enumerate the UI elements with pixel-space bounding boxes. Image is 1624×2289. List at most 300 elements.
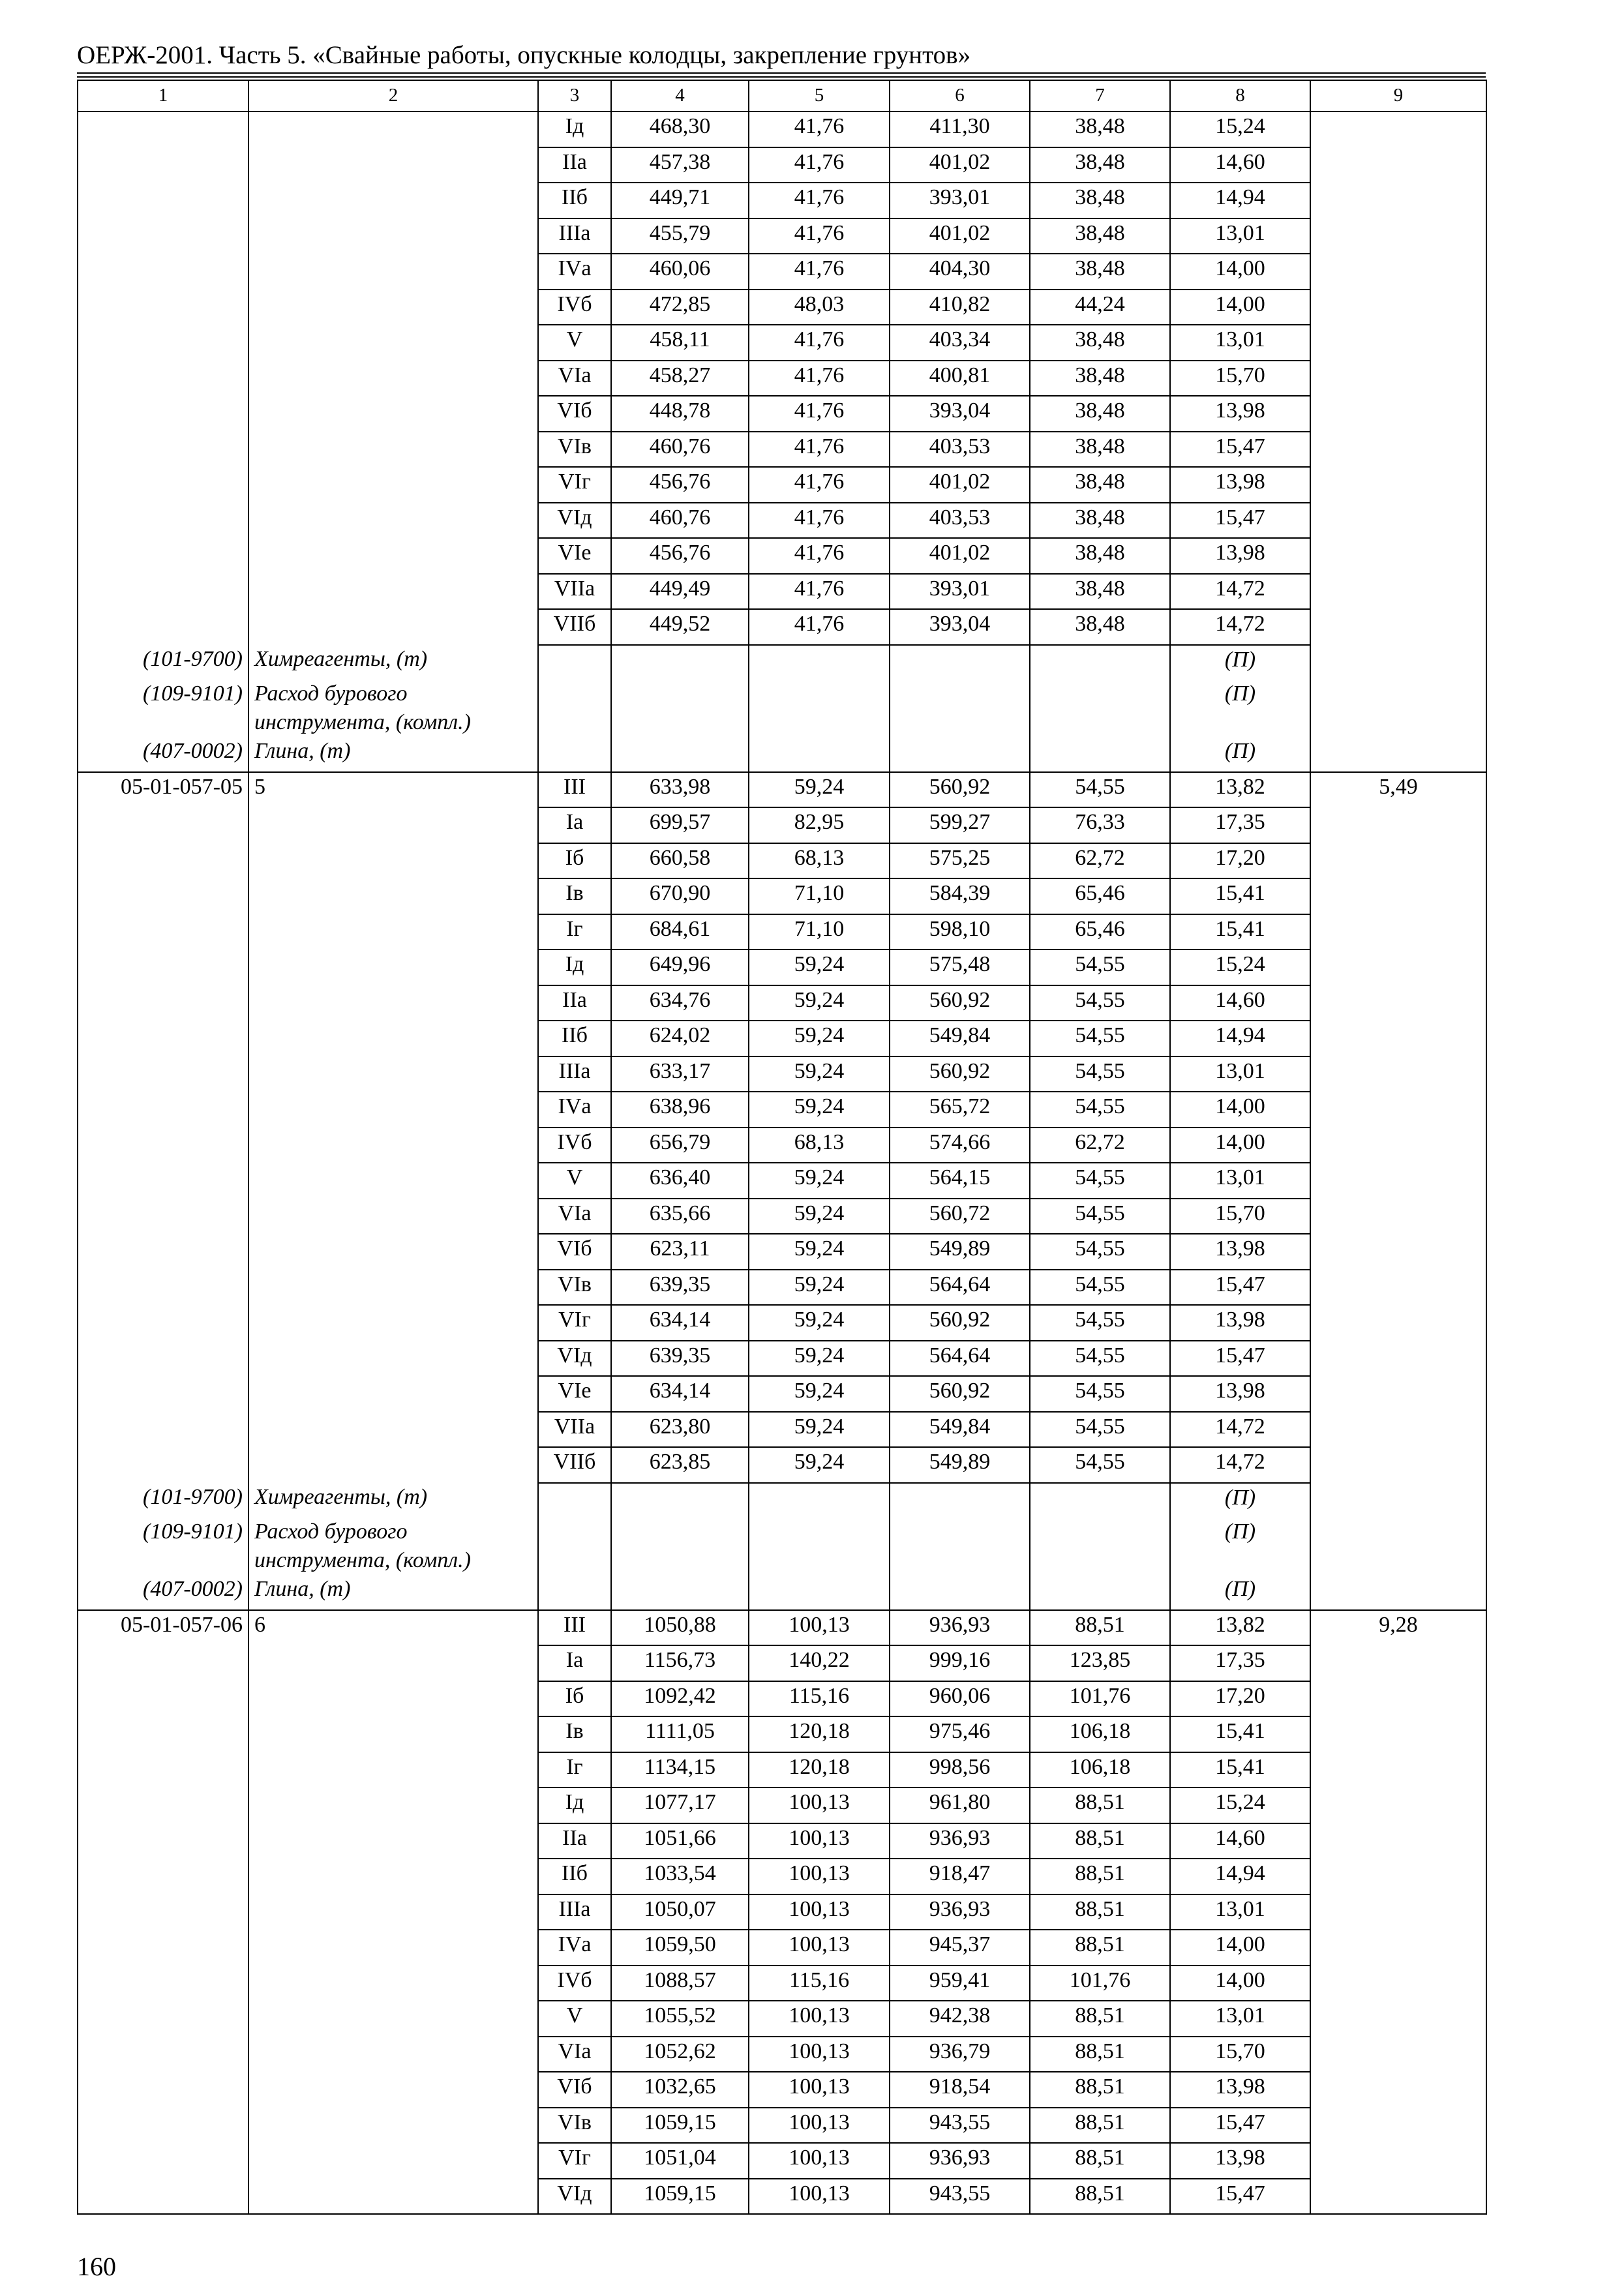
- resource-name-cell: [248, 737, 538, 772]
- work-description-cell: [248, 1645, 538, 1681]
- zone-cell: [538, 1681, 611, 1717]
- total-cost-cell: [611, 1341, 749, 1377]
- resource-code-cell-text: (407-0002): [143, 1577, 243, 1601]
- total-cost-cell: [611, 1376, 749, 1412]
- machines-cell-text: 411,30: [929, 114, 990, 138]
- table-row: [78, 1092, 1486, 1128]
- zone-cell: [538, 361, 611, 396]
- machines-cell-text: 560,92: [929, 1058, 991, 1083]
- machines-cell-text: 918,54: [929, 2074, 991, 2099]
- driver-wages-cell-text: 38,48: [1075, 256, 1125, 280]
- wages-cell: [749, 396, 890, 432]
- driver-wages-cell-text: 54,55: [1075, 1343, 1125, 1368]
- materials-cell-text: 13,98: [1215, 1308, 1265, 1332]
- resource-unit-text: (П): [1224, 1519, 1256, 1544]
- rate-code-cell: [78, 254, 248, 290]
- wages-cell: [749, 1930, 890, 1966]
- zone-cell: [538, 503, 611, 539]
- rate-code-cell: [78, 1270, 248, 1306]
- table-row: [78, 1163, 1486, 1199]
- materials-cell: [1170, 772, 1310, 808]
- resource-unit-cell: [1170, 645, 1310, 680]
- total-cost-cell-text: 624,02: [649, 1023, 711, 1047]
- zone-cell: [538, 254, 611, 290]
- driver-wages-cell-text: 65,46: [1075, 916, 1125, 941]
- machines-cell: [890, 1128, 1030, 1163]
- driver-wages-cell-text: 54,55: [1075, 1201, 1125, 1225]
- wages-cell-text: 41,76: [794, 505, 845, 530]
- table-row: [78, 1930, 1486, 1966]
- machines-cell: [890, 2108, 1030, 2144]
- total-cost-cell: [611, 2143, 749, 2179]
- materials-cell-text: 14,72: [1215, 1414, 1265, 1439]
- rate-code-cell: [78, 1966, 248, 2001]
- materials-cell: [1170, 1859, 1310, 1894]
- materials-cell: [1170, 878, 1310, 914]
- total-cost-cell: [611, 1092, 749, 1128]
- total-cost-cell: [611, 1447, 749, 1483]
- machines-cell-text: 936,93: [929, 1825, 991, 1850]
- column-header: 9: [1310, 80, 1486, 112]
- zone-cell: [538, 2001, 611, 2037]
- rate-code-cell: [78, 878, 248, 914]
- driver-wages-cell: [1030, 2143, 1170, 2179]
- wages-cell: [749, 985, 890, 1021]
- cell-col9: [1310, 680, 1486, 737]
- zone-cell-text: IIб: [562, 1861, 588, 1885]
- total-cost-cell: [611, 609, 749, 645]
- labor-cost-cell: [1310, 1341, 1486, 1377]
- total-cost-cell: [611, 1930, 749, 1966]
- table-row: [78, 1128, 1486, 1163]
- zone-cell-text: IIIа: [558, 1058, 591, 1083]
- machines-cell: [890, 985, 1030, 1021]
- work-description-cell: [248, 1681, 538, 1717]
- table-row: [78, 147, 1486, 183]
- materials-cell-text: 15,41: [1215, 881, 1265, 905]
- cell-col5: [749, 645, 890, 680]
- driver-wages-cell: [1030, 609, 1170, 645]
- machines-cell-text: 564,64: [929, 1343, 991, 1368]
- machines-cell-text: 564,64: [929, 1272, 991, 1296]
- machines-cell-text: 403,53: [929, 505, 991, 530]
- wages-cell: [749, 1163, 890, 1199]
- machines-cell-text: 549,89: [929, 1450, 991, 1474]
- total-cost-cell-text: 656,79: [649, 1130, 711, 1154]
- machines-cell-text: 549,84: [929, 1414, 991, 1439]
- labor-cost-cell: [1310, 112, 1486, 147]
- driver-wages-cell-text: 88,51: [1075, 1932, 1125, 1956]
- driver-wages-cell: [1030, 1823, 1170, 1859]
- cell-col3: [538, 645, 611, 680]
- total-cost-cell: [611, 1412, 749, 1448]
- resource-name-cell-text-line2: инструмента, (компл.): [254, 1548, 471, 1572]
- rate-code-cell: [78, 1681, 248, 1717]
- wages-cell-text: 41,76: [794, 327, 845, 352]
- labor-cost-cell: [1310, 361, 1486, 396]
- wages-cell: [749, 183, 890, 218]
- resource-unit-cell: [1170, 1483, 1310, 1518]
- rate-code-cell: [78, 147, 248, 183]
- materials-cell-text: 14,60: [1215, 1825, 1265, 1850]
- total-cost-cell-text: 449,49: [649, 576, 711, 601]
- wages-cell: [749, 609, 890, 645]
- work-description-cell-text: 6: [254, 1612, 265, 1637]
- wages-cell-text: 100,13: [789, 1825, 850, 1850]
- labor-cost-cell: [1310, 1859, 1486, 1894]
- work-description-cell: [248, 290, 538, 325]
- zone-cell-text: IVб: [557, 1967, 592, 1992]
- rate-code-cell: [78, 325, 248, 361]
- wages-cell: [749, 2108, 890, 2144]
- total-cost-cell: [611, 432, 749, 468]
- work-description-cell: [248, 1021, 538, 1056]
- work-description-cell: [248, 1447, 538, 1483]
- work-description-cell: [248, 1788, 538, 1823]
- total-cost-cell-text: 457,38: [649, 149, 711, 174]
- resource-row: [78, 680, 1486, 737]
- labor-cost-cell-text: 5,49: [1379, 774, 1418, 799]
- table-row: [78, 254, 1486, 290]
- work-description-cell: [248, 1270, 538, 1306]
- total-cost-cell-text: 684,61: [649, 916, 711, 941]
- driver-wages-cell-text: 88,51: [1075, 2181, 1125, 2206]
- wages-cell: [749, 1128, 890, 1163]
- total-cost-cell-text: 639,35: [649, 1343, 711, 1368]
- zone-cell: [538, 2037, 611, 2072]
- materials-cell: [1170, 1163, 1310, 1199]
- total-cost-cell: [611, 147, 749, 183]
- table-row: [78, 1752, 1486, 1788]
- table-row: [78, 1376, 1486, 1412]
- resource-code-cell: [78, 645, 248, 680]
- machines-cell: [890, 1681, 1030, 1717]
- driver-wages-cell-text: 54,55: [1075, 987, 1125, 1012]
- work-description-cell: [248, 432, 538, 468]
- driver-wages-cell: [1030, 1234, 1170, 1270]
- resource-name-cell-text: Химреагенты, (т): [254, 646, 428, 671]
- zone-cell-text: VIд: [557, 2181, 592, 2206]
- materials-cell-text: 15,47: [1215, 1272, 1265, 1296]
- zone-cell: [538, 574, 611, 610]
- driver-wages-cell: [1030, 2037, 1170, 2072]
- table-row: [78, 1610, 1486, 1646]
- total-cost-cell: [611, 2179, 749, 2215]
- wages-cell-text: 59,24: [794, 1058, 845, 1083]
- total-cost-cell: [611, 1163, 749, 1199]
- rate-code-cell: [78, 2001, 248, 2037]
- wages-cell: [749, 2143, 890, 2179]
- table-row: [78, 1894, 1486, 1930]
- table-row: [78, 1823, 1486, 1859]
- table-row: [78, 574, 1486, 610]
- resource-unit-cell: [1170, 680, 1310, 737]
- materials-cell: [1170, 2143, 1310, 2179]
- zone-cell: [538, 1056, 611, 1092]
- zone-cell-text: V: [566, 327, 583, 352]
- materials-cell: [1170, 503, 1310, 539]
- total-cost-cell: [611, 950, 749, 985]
- driver-wages-cell: [1030, 1270, 1170, 1306]
- total-cost-cell: [611, 254, 749, 290]
- materials-cell: [1170, 1894, 1310, 1930]
- machines-cell-text: 403,34: [929, 327, 991, 352]
- rate-code-cell: [78, 1610, 248, 1646]
- driver-wages-cell-text: 54,55: [1075, 1450, 1125, 1474]
- materials-cell: [1170, 1092, 1310, 1128]
- total-cost-cell-text: 1051,04: [644, 2146, 716, 2170]
- driver-wages-cell-text: 123,85: [1069, 1648, 1131, 1672]
- wages-cell: [749, 1056, 890, 1092]
- rate-code-cell: [78, 1412, 248, 1448]
- rates-table: [77, 80, 1487, 2215]
- cell-col4: [611, 1483, 749, 1518]
- labor-cost-cell: [1310, 1021, 1486, 1056]
- rate-code-cell: [78, 1716, 248, 1752]
- work-description-cell: [248, 1752, 538, 1788]
- labor-cost-cell: [1310, 1894, 1486, 1930]
- work-description-cell: [248, 503, 538, 539]
- wages-cell-text: 100,13: [789, 2181, 850, 2206]
- wages-cell-text: 100,13: [789, 1612, 850, 1637]
- zone-cell: [538, 1823, 611, 1859]
- cell-col7: [1030, 1575, 1170, 1610]
- rate-code-cell: [78, 1645, 248, 1681]
- machines-cell: [890, 1199, 1030, 1234]
- table-row: [78, 878, 1486, 914]
- labor-cost-cell: [1310, 183, 1486, 218]
- wages-cell: [749, 914, 890, 950]
- driver-wages-cell-text: 38,48: [1075, 576, 1125, 601]
- labor-cost-cell: [1310, 843, 1486, 879]
- resource-name-cell-text: Химреагенты, (т): [254, 1484, 428, 1509]
- work-description-cell: [248, 807, 538, 843]
- zone-cell-text: IIIа: [558, 220, 591, 245]
- work-description-cell: [248, 1859, 538, 1894]
- materials-cell: [1170, 467, 1310, 503]
- machines-cell-text: 401,02: [929, 220, 991, 245]
- labor-cost-cell: [1310, 1966, 1486, 2001]
- materials-cell-text: 13,98: [1215, 398, 1265, 423]
- machines-cell-text: 404,30: [929, 256, 991, 280]
- work-description-cell: [248, 2143, 538, 2179]
- zone-cell-text: IIб: [562, 1023, 588, 1047]
- total-cost-cell-text: 472,85: [649, 292, 711, 316]
- materials-cell-text: 13,01: [1215, 1896, 1265, 1921]
- wages-cell: [749, 2001, 890, 2037]
- driver-wages-cell: [1030, 1716, 1170, 1752]
- zone-cell-text: IIIа: [558, 1896, 591, 1921]
- driver-wages-cell-text: 38,48: [1075, 363, 1125, 387]
- rate-code-cell: [78, 574, 248, 610]
- resource-unit-text: (П): [1224, 1485, 1256, 1510]
- materials-cell: [1170, 1752, 1310, 1788]
- labor-cost-cell: [1310, 609, 1486, 645]
- table-row: [78, 609, 1486, 645]
- rate-code-cell: [78, 2108, 248, 2144]
- total-cost-cell-text: 1059,15: [644, 2110, 716, 2134]
- machines-cell-text: 936,93: [929, 1896, 991, 1921]
- materials-cell-text: 15,47: [1215, 434, 1265, 458]
- machines-cell-text: 410,82: [929, 292, 991, 316]
- labor-cost-cell: [1310, 325, 1486, 361]
- table-body: [78, 112, 1486, 2214]
- machines-cell-text: 560,92: [929, 987, 991, 1012]
- cell-col7: [1030, 1483, 1170, 1518]
- machines-cell: [890, 290, 1030, 325]
- wages-cell-text: 100,13: [789, 2110, 850, 2134]
- driver-wages-cell-text: 54,55: [1075, 1165, 1125, 1189]
- page-header-title: ОЕРЖ-2001. Часть 5. «Свайные работы, опускные колодцы, закрепление грунтов»: [77, 41, 971, 69]
- zone-cell-text: Iв: [565, 1719, 584, 1743]
- materials-cell-text: 15,70: [1215, 363, 1265, 387]
- table-row: [78, 2072, 1486, 2108]
- work-description-cell: [248, 467, 538, 503]
- column-header: 6: [890, 80, 1030, 112]
- materials-cell: [1170, 1610, 1310, 1646]
- wages-cell-text: 100,13: [789, 2039, 850, 2063]
- driver-wages-cell: [1030, 1412, 1170, 1448]
- labor-cost-cell: [1310, 2108, 1486, 2144]
- zone-cell: [538, 985, 611, 1021]
- wages-cell-text: 59,24: [794, 1450, 845, 1474]
- zone-cell: [538, 183, 611, 218]
- wages-cell-text: 82,95: [794, 810, 845, 834]
- rate-code-cell: [78, 914, 248, 950]
- table-row: [78, 772, 1486, 808]
- zone-cell: [538, 843, 611, 879]
- zone-cell: [538, 396, 611, 432]
- machines-cell: [890, 1376, 1030, 1412]
- machines-cell-text: 393,01: [929, 185, 991, 209]
- table-row: [78, 1056, 1486, 1092]
- table-row: [78, 1859, 1486, 1894]
- materials-cell-text: 14,60: [1215, 149, 1265, 174]
- total-cost-cell-text: 1032,65: [644, 2074, 716, 2099]
- driver-wages-cell-text: 54,55: [1075, 1272, 1125, 1296]
- machines-cell: [890, 183, 1030, 218]
- driver-wages-cell-text: 38,48: [1075, 114, 1125, 138]
- resource-code-cell: [78, 1575, 248, 1610]
- materials-cell: [1170, 147, 1310, 183]
- materials-cell-text: 13,82: [1215, 774, 1265, 799]
- zone-cell: [538, 2072, 611, 2108]
- total-cost-cell-text: 634,14: [649, 1379, 711, 1403]
- materials-cell: [1170, 1234, 1310, 1270]
- resource-unit-text: (П): [1224, 647, 1256, 672]
- labor-cost-cell: [1310, 2037, 1486, 2072]
- materials-cell: [1170, 1376, 1310, 1412]
- driver-wages-cell-text: 38,48: [1075, 327, 1125, 352]
- work-description-cell: [248, 1412, 538, 1448]
- materials-cell: [1170, 574, 1310, 610]
- rate-code-cell: [78, 1859, 248, 1894]
- total-cost-cell-text: 455,79: [649, 220, 711, 245]
- total-cost-cell-text: 1092,42: [644, 1683, 716, 1708]
- resource-unit-text: (П): [1224, 739, 1256, 763]
- wages-cell: [749, 1376, 890, 1412]
- zone-cell: [538, 2108, 611, 2144]
- machines-cell: [890, 1930, 1030, 1966]
- zone-cell: [538, 112, 611, 147]
- wages-cell-text: 68,13: [794, 1130, 845, 1154]
- wages-cell-text: 59,24: [794, 1272, 845, 1296]
- total-cost-cell-text: 1077,17: [644, 1790, 716, 1814]
- table-row: [78, 396, 1486, 432]
- rate-code-cell: [78, 1894, 248, 1930]
- table-row: [78, 183, 1486, 218]
- machines-cell-text: 549,84: [929, 1023, 991, 1047]
- driver-wages-cell: [1030, 1894, 1170, 1930]
- total-cost-cell: [611, 1128, 749, 1163]
- wages-cell: [749, 1610, 890, 1646]
- machines-cell-text: 401,02: [929, 149, 991, 174]
- total-cost-cell: [611, 1645, 749, 1681]
- rate-code-cell: [78, 807, 248, 843]
- rate-code-cell: [78, 290, 248, 325]
- materials-cell-text: 15,41: [1215, 916, 1265, 941]
- materials-cell-text: 14,00: [1215, 1932, 1265, 1956]
- wages-cell: [749, 1645, 890, 1681]
- table-row: [78, 2037, 1486, 2072]
- driver-wages-cell: [1030, 1163, 1170, 1199]
- wages-cell-text: 59,24: [794, 1343, 845, 1368]
- zone-cell-text: Iб: [565, 845, 584, 870]
- zone-cell: [538, 1752, 611, 1788]
- zone-cell: [538, 1341, 611, 1377]
- materials-cell-text: 15,47: [1215, 2110, 1265, 2134]
- labor-cost-cell: [1310, 1163, 1486, 1199]
- table-row: [78, 985, 1486, 1021]
- resource-name-cell: [248, 1483, 538, 1518]
- zone-cell-text: VIе: [558, 1379, 592, 1403]
- wages-cell-text: 71,10: [794, 881, 845, 905]
- rate-code-cell: [78, 985, 248, 1021]
- cell-col4: [611, 737, 749, 772]
- column-header: 8: [1170, 80, 1310, 112]
- work-description-cell: [248, 1376, 538, 1412]
- machines-cell: [890, 574, 1030, 610]
- resource-name-cell-text: Глина, (т): [254, 1577, 351, 1601]
- total-cost-cell: [611, 1234, 749, 1270]
- cell-col9: [1310, 1483, 1486, 1518]
- rate-code-cell: [78, 1163, 248, 1199]
- column-header: 5: [749, 80, 890, 112]
- total-cost-cell: [611, 1021, 749, 1056]
- materials-cell-text: 13,01: [1215, 327, 1265, 352]
- machines-cell: [890, 467, 1030, 503]
- materials-cell: [1170, 1128, 1310, 1163]
- total-cost-cell-text: 460,06: [649, 256, 711, 280]
- table-row: [78, 1681, 1486, 1717]
- wages-cell: [749, 772, 890, 808]
- driver-wages-cell-text: 101,76: [1069, 1683, 1131, 1708]
- labor-cost-cell: [1310, 1716, 1486, 1752]
- wages-cell: [749, 574, 890, 610]
- machines-cell-text: 936,79: [929, 2039, 991, 2063]
- labor-cost-cell: [1310, 2179, 1486, 2215]
- wages-cell: [749, 503, 890, 539]
- labor-cost-cell: [1310, 1199, 1486, 1234]
- zone-cell-text: Iб: [565, 1683, 584, 1708]
- driver-wages-cell: [1030, 574, 1170, 610]
- cell-col6: [890, 737, 1030, 772]
- resource-row: [78, 1575, 1486, 1610]
- driver-wages-cell: [1030, 218, 1170, 254]
- driver-wages-cell-text: 88,51: [1075, 2146, 1125, 2170]
- zone-cell: [538, 914, 611, 950]
- zone-cell-text: VIг: [558, 2146, 591, 2170]
